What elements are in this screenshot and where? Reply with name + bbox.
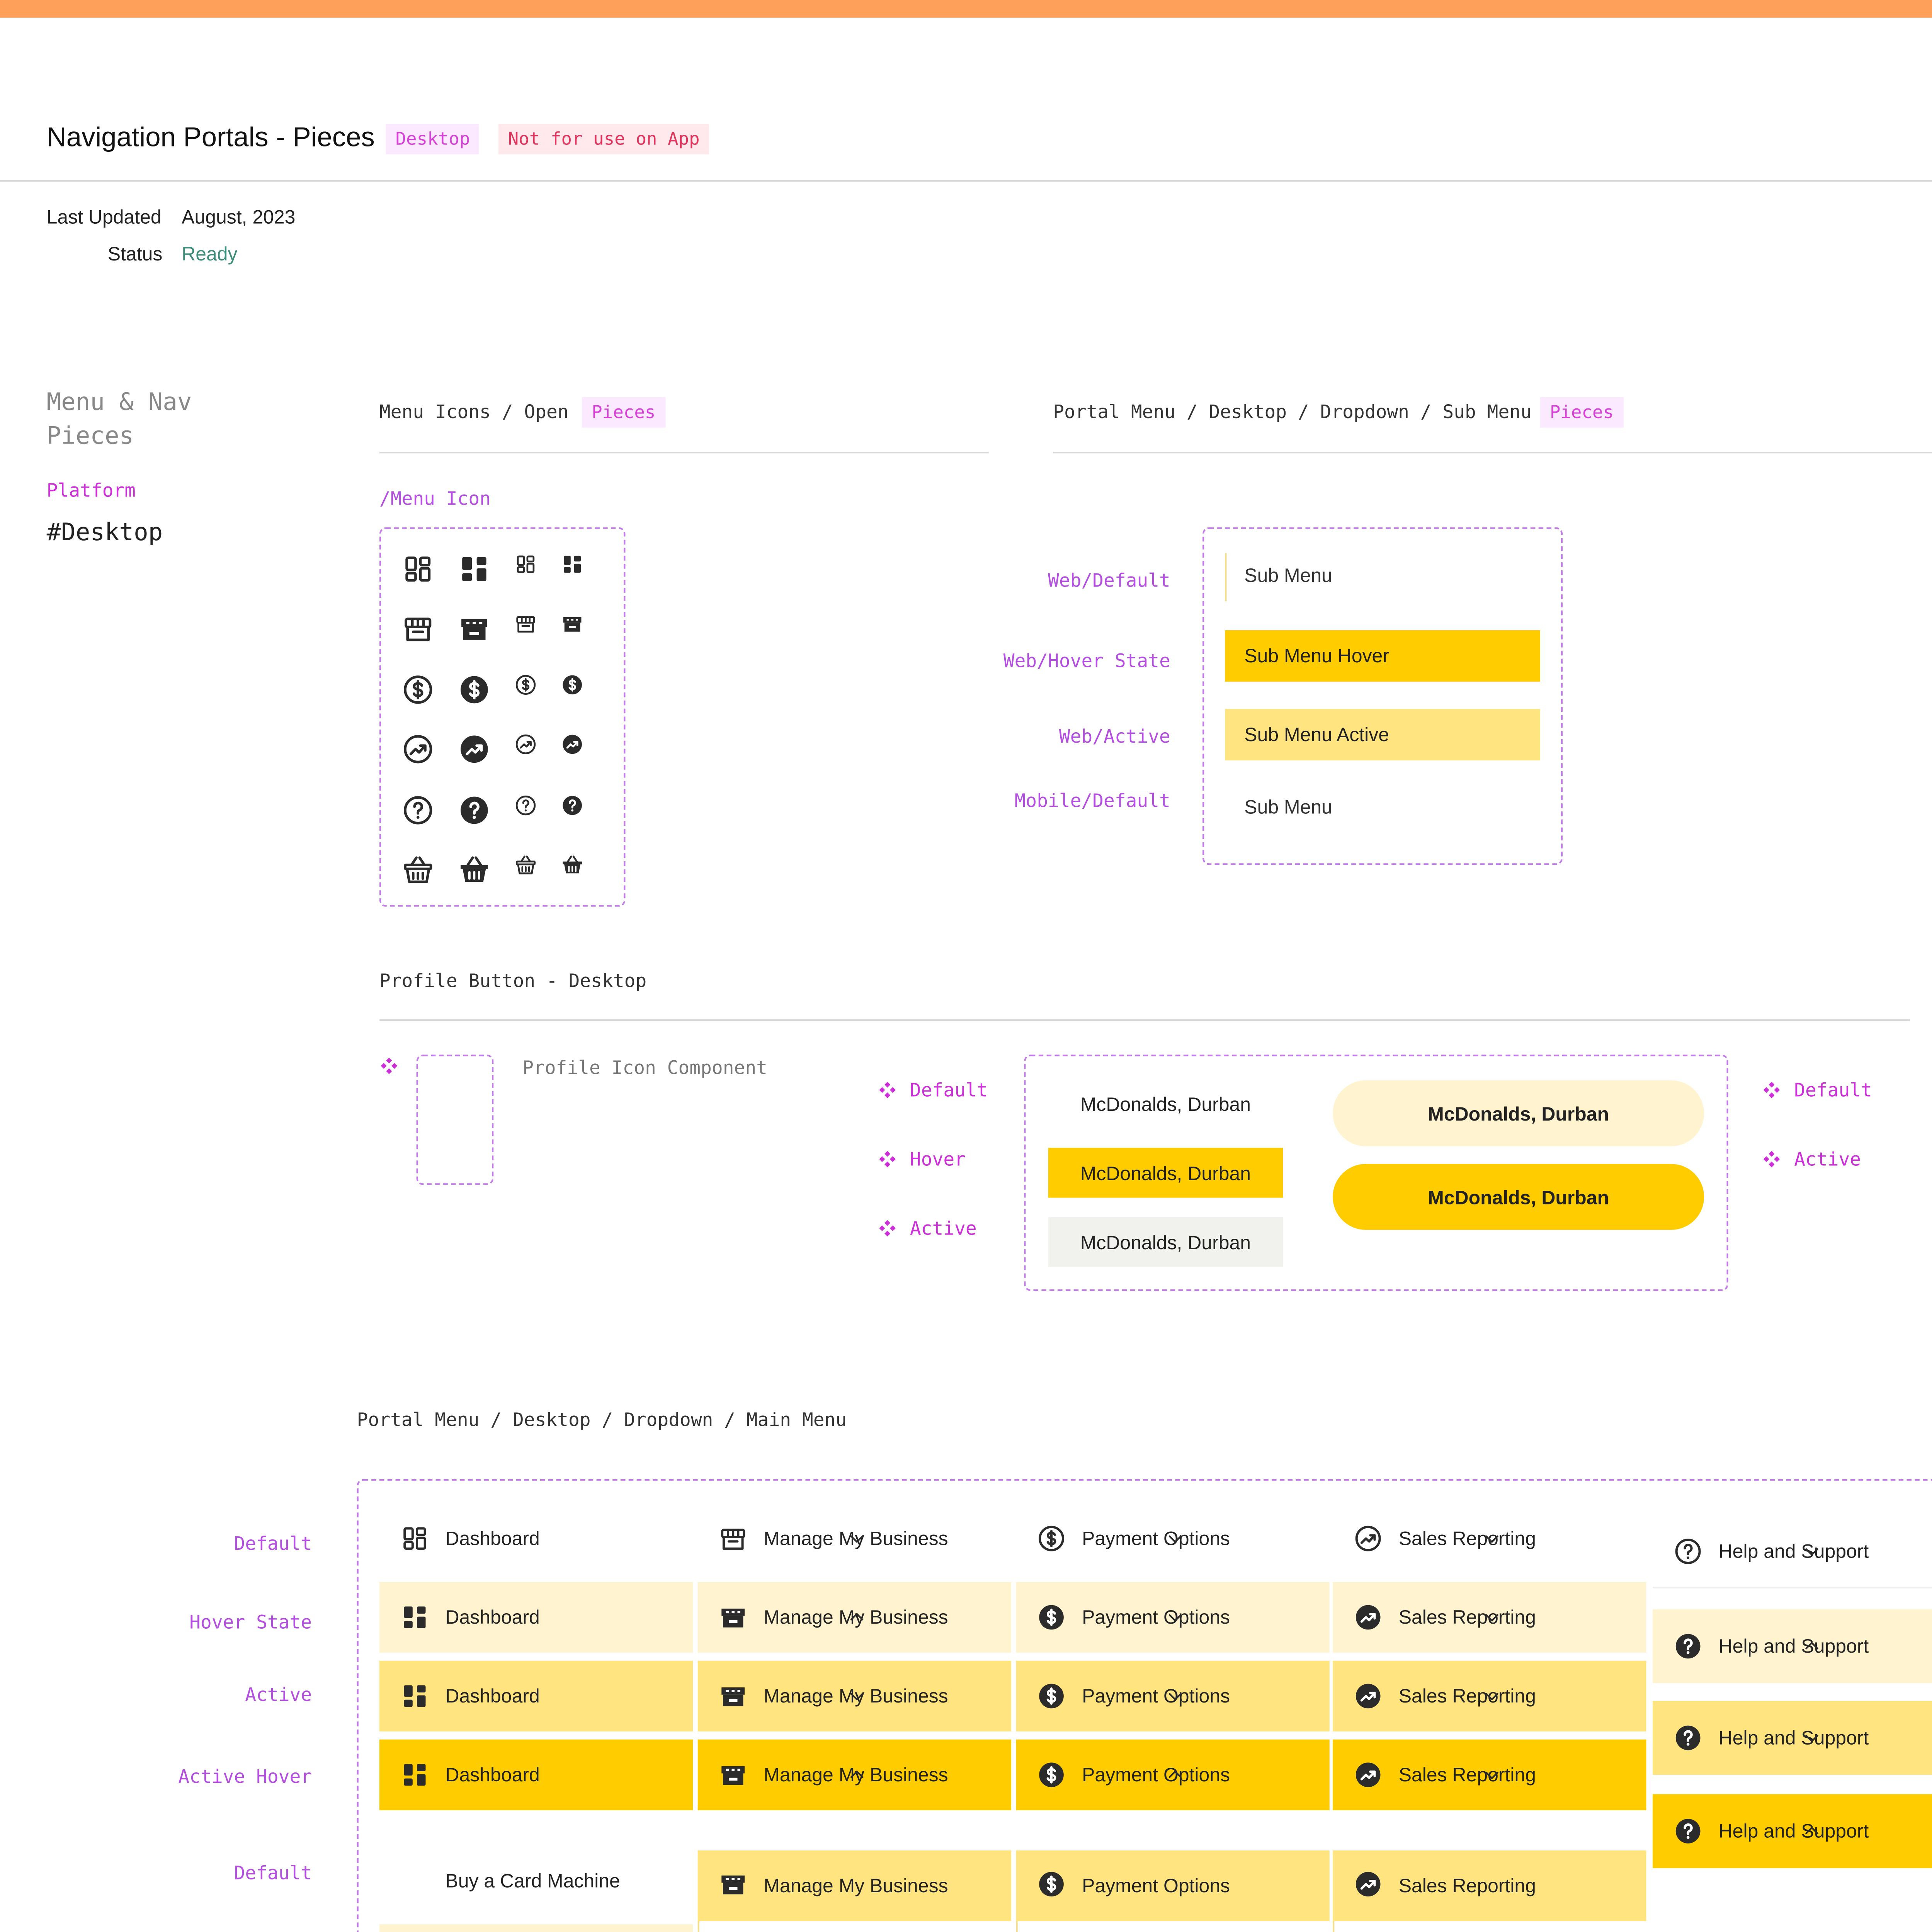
dashboard-label: Dashboard bbox=[445, 1527, 540, 1550]
profile-button-active[interactable] bbox=[1048, 1217, 1283, 1267]
dashboard-icon bbox=[514, 553, 537, 575]
help-support-label: Help and Support bbox=[1718, 1726, 1869, 1749]
sub-menu-default-marker bbox=[1225, 553, 1226, 601]
row-label-active: Active bbox=[245, 1683, 312, 1706]
manage-business-menu-item-active-hover[interactable] bbox=[698, 1740, 1011, 1810]
state-label-web-default: Web/Default bbox=[1048, 569, 1170, 592]
chevron-down-icon[interactable] bbox=[1354, 1527, 1630, 1550]
chevron-down-icon[interactable] bbox=[1354, 1606, 1630, 1628]
dashboard-label: Dashboard bbox=[445, 1764, 540, 1786]
sales-reporting-menu-item-hover[interactable] bbox=[1333, 1582, 1646, 1653]
dashboard-menu-item-active[interactable] bbox=[379, 1661, 693, 1731]
chevron-down-icon[interactable] bbox=[1673, 1726, 1932, 1749]
main-menu-heading: Portal Menu / Desktop / Dropdown / Main Menu bbox=[357, 1408, 847, 1431]
sales-reporting-menu-item-active-hover[interactable] bbox=[1333, 1740, 1646, 1810]
basket-icon bbox=[561, 854, 583, 876]
manage-business-menu-item-active[interactable] bbox=[698, 1661, 1011, 1731]
manage-business-menu-item-hover[interactable] bbox=[698, 1582, 1011, 1653]
tag-desktop: Desktop bbox=[386, 124, 480, 154]
sub-menu-tag: Pieces bbox=[1540, 397, 1623, 428]
menu-icons-tag: Pieces bbox=[582, 397, 665, 428]
sales-reporting-expanded[interactable] bbox=[1333, 1850, 1646, 1921]
status-value: Ready bbox=[182, 243, 238, 265]
menu-icon-subheading: /Menu Icon bbox=[379, 487, 491, 510]
dashboard-menu-item-default[interactable] bbox=[379, 1503, 693, 1574]
chevron-up-icon[interactable] bbox=[719, 1764, 995, 1786]
buy-card-label: Buy a Card Machine bbox=[445, 1869, 620, 1893]
dollar-icon bbox=[514, 673, 537, 696]
dollar-icon bbox=[402, 673, 434, 706]
manage-business-label: Manage My Business bbox=[764, 1527, 948, 1550]
chevron-up-icon[interactable] bbox=[719, 1606, 995, 1628]
manage-business-expanded[interactable] bbox=[698, 1850, 1011, 1921]
chevron-down-icon[interactable] bbox=[1354, 1764, 1630, 1786]
sales-reporting-label: Sales Reporting bbox=[1398, 1527, 1536, 1550]
component-icon bbox=[878, 1080, 897, 1100]
store-icon bbox=[402, 612, 434, 645]
payment-options-menu-item-default[interactable] bbox=[1016, 1503, 1329, 1574]
profile-button-label: McDonalds, Durban bbox=[1080, 1162, 1251, 1184]
tag-not-for-app: Not for use on App bbox=[498, 124, 709, 154]
trend-up-icon bbox=[402, 733, 434, 765]
sub-menu-item-hover[interactable] bbox=[1225, 630, 1540, 682]
sales-reporting-label: Sales Reporting bbox=[1398, 1685, 1536, 1708]
sub-menu-item-hover-label: Sub Menu Hover bbox=[1244, 645, 1389, 667]
store-icon bbox=[561, 612, 583, 635]
row-label-default: Default bbox=[234, 1532, 312, 1555]
profile-icon-component-label: Profile Icon Component bbox=[522, 1056, 767, 1079]
sales-reporting-menu-item-default[interactable] bbox=[1333, 1503, 1646, 1574]
basket-icon bbox=[402, 854, 434, 886]
help-support-label: Help and Support bbox=[1718, 1820, 1869, 1843]
component-icon bbox=[878, 1150, 897, 1169]
profile-state-default: Default bbox=[910, 1078, 988, 1102]
dashboard-icon bbox=[400, 1682, 429, 1711]
payment-options-label: Payment Options bbox=[1082, 1685, 1230, 1708]
manage-business-label: Manage My Business bbox=[764, 1685, 948, 1708]
dashboard-icon bbox=[561, 553, 583, 575]
profile-button-label: McDonalds, Durban bbox=[1080, 1230, 1251, 1253]
dashboard-icon bbox=[400, 1603, 429, 1632]
help-icon bbox=[402, 794, 434, 826]
dashboard-menu-item-hover[interactable] bbox=[379, 1582, 693, 1653]
header-divider bbox=[0, 180, 1932, 182]
trend-up-icon bbox=[458, 733, 490, 765]
help-support-label: Help and Support bbox=[1718, 1635, 1869, 1658]
sales-reporting-label: Sales Reporting bbox=[1398, 1764, 1536, 1786]
profile-pill-default[interactable] bbox=[1333, 1080, 1704, 1146]
chevron-down-icon[interactable] bbox=[719, 1527, 995, 1550]
payment-options-label: Payment Options bbox=[1082, 1764, 1230, 1786]
menu-icons-heading: Menu Icons / Open bbox=[379, 400, 569, 423]
state-label-web-active: Web/Active bbox=[1059, 725, 1170, 748]
profile-pill-label: McDonalds, Durban bbox=[1428, 1102, 1609, 1125]
sidebar-title: Menu & Nav Pieces bbox=[46, 387, 192, 450]
profile-button-default[interactable] bbox=[1048, 1079, 1283, 1129]
profile-state-active: Active bbox=[910, 1217, 977, 1240]
payment-options-menu-item-hover[interactable] bbox=[1016, 1582, 1329, 1653]
help-support-label: Help and Support bbox=[1718, 1539, 1869, 1562]
component-icon bbox=[1762, 1150, 1781, 1169]
profile-heading: Profile Button - Desktop bbox=[379, 969, 647, 992]
row-label-active-hover: Active Hover bbox=[178, 1765, 312, 1788]
store-icon bbox=[719, 1870, 748, 1899]
sub-menu-item-active[interactable] bbox=[1225, 709, 1540, 760]
row-label-hover: Hover State bbox=[189, 1611, 312, 1634]
platform-label: Platform bbox=[46, 479, 136, 502]
pill-state-default: Default bbox=[1794, 1078, 1872, 1102]
sales-reporting-menu-item-active[interactable] bbox=[1333, 1661, 1646, 1731]
sub-menu-item-default[interactable]: Sub Menu bbox=[1244, 564, 1332, 587]
profile-button-label: McDonalds, Durban bbox=[1080, 1092, 1251, 1115]
trend-up-icon bbox=[561, 733, 583, 755]
basket-icon bbox=[514, 854, 537, 876]
chevron-down-icon[interactable] bbox=[1673, 1540, 1932, 1563]
state-label-mobile-default: Mobile/Default bbox=[1014, 789, 1170, 812]
state-label-web-hover: Web/Hover State bbox=[1003, 649, 1170, 672]
help-support-menu-item-active[interactable] bbox=[1653, 1701, 1932, 1775]
dashboard-icon bbox=[400, 1760, 429, 1789]
dashboard-label: Dashboard bbox=[445, 1606, 540, 1629]
dropdown-guide bbox=[1333, 1921, 1334, 1932]
dashboard-label: Dashboard bbox=[445, 1685, 540, 1708]
platform-value: #Desktop bbox=[46, 517, 163, 547]
component-icon bbox=[379, 1056, 399, 1076]
dashboard-icon bbox=[400, 1524, 429, 1553]
dropdown-guide bbox=[698, 1921, 699, 1932]
sales-reporting-label: Sales Reporting bbox=[1398, 1606, 1536, 1629]
payment-options-menu-item-active[interactable] bbox=[1016, 1661, 1329, 1731]
status-label: Status bbox=[107, 243, 163, 265]
dollar-icon bbox=[458, 673, 490, 706]
chevron-up-icon[interactable] bbox=[1673, 1820, 1932, 1842]
store-icon bbox=[514, 612, 537, 635]
payment-options-menu-item-active-hover[interactable] bbox=[1016, 1740, 1329, 1810]
help-support-menu-item-default[interactable] bbox=[1653, 1514, 1932, 1588]
sub-row-label-default: Default bbox=[234, 1861, 312, 1884]
manage-business-label: Manage My Business bbox=[764, 1874, 948, 1897]
manage-business-menu-item-default[interactable] bbox=[698, 1503, 1011, 1574]
chevron-down-icon[interactable] bbox=[1037, 1606, 1314, 1628]
help-support-menu-item-hover[interactable] bbox=[1653, 1609, 1932, 1683]
dollar-icon bbox=[561, 673, 583, 696]
chevron-down-icon[interactable] bbox=[719, 1685, 995, 1707]
payment-options-label: Payment Options bbox=[1082, 1874, 1230, 1897]
help-support-menu-item-active-hover[interactable] bbox=[1653, 1794, 1932, 1868]
chevron-down-icon[interactable] bbox=[1354, 1685, 1630, 1707]
dashboard-icon bbox=[402, 553, 434, 585]
dashboard-menu-item-active-hover[interactable] bbox=[379, 1740, 693, 1810]
menu-icon-set bbox=[379, 527, 626, 907]
dashboard-icon bbox=[458, 553, 490, 585]
profile-icon-placeholder bbox=[417, 1054, 494, 1185]
chevron-up-icon[interactable] bbox=[1037, 1764, 1314, 1786]
chevron-down-icon[interactable] bbox=[1037, 1527, 1314, 1550]
profile-pill-active[interactable] bbox=[1333, 1164, 1704, 1230]
help-icon bbox=[458, 794, 490, 826]
help-icon bbox=[514, 794, 537, 816]
profile-pill-label: McDonalds, Durban bbox=[1428, 1185, 1609, 1208]
trend-up-icon bbox=[1354, 1870, 1383, 1899]
dropdown-guide bbox=[1016, 1921, 1017, 1932]
chevron-down-icon[interactable] bbox=[1037, 1685, 1314, 1707]
chevron-up-icon[interactable] bbox=[1673, 1635, 1932, 1657]
top-accent-bar bbox=[0, 0, 1932, 18]
sub-menu-heading: Portal Menu / Desktop / Dropdown / Sub Menu bbox=[1053, 400, 1532, 423]
payment-options-expanded[interactable] bbox=[1016, 1850, 1329, 1921]
profile-button-hover[interactable] bbox=[1048, 1148, 1283, 1198]
buy-card-item-default[interactable] bbox=[379, 1845, 693, 1916]
pill-state-active: Active bbox=[1794, 1148, 1861, 1170]
component-icon bbox=[1762, 1080, 1781, 1100]
sub-menu-divider bbox=[1053, 452, 1932, 453]
sub-menu-item-active-label: Sub Menu Active bbox=[1244, 723, 1389, 746]
payment-options-label: Payment Options bbox=[1082, 1606, 1230, 1629]
manage-business-label: Manage My Business bbox=[764, 1764, 948, 1786]
sub-menu-item-mobile[interactable]: Sub Menu bbox=[1244, 796, 1332, 818]
profile-state-hover: Hover bbox=[910, 1148, 966, 1170]
payment-options-label: Payment Options bbox=[1082, 1527, 1230, 1550]
profile-divider bbox=[379, 1019, 1910, 1021]
manage-business-label: Manage My Business bbox=[764, 1606, 948, 1629]
component-icon bbox=[878, 1219, 897, 1238]
last-updated-label: Last Updated bbox=[46, 206, 162, 228]
dollar-icon bbox=[1037, 1870, 1066, 1899]
last-updated-value: August, 2023 bbox=[182, 206, 296, 228]
menu-icons-divider bbox=[379, 452, 989, 453]
page-title: Navigation Portals - Pieces bbox=[46, 122, 375, 153]
buy-card-item-hover[interactable] bbox=[379, 1924, 693, 1932]
store-icon bbox=[458, 612, 490, 645]
sales-reporting-label: Sales Reporting bbox=[1398, 1874, 1536, 1897]
trend-up-icon bbox=[514, 733, 537, 755]
basket-icon bbox=[458, 854, 490, 886]
help-icon bbox=[561, 794, 583, 816]
